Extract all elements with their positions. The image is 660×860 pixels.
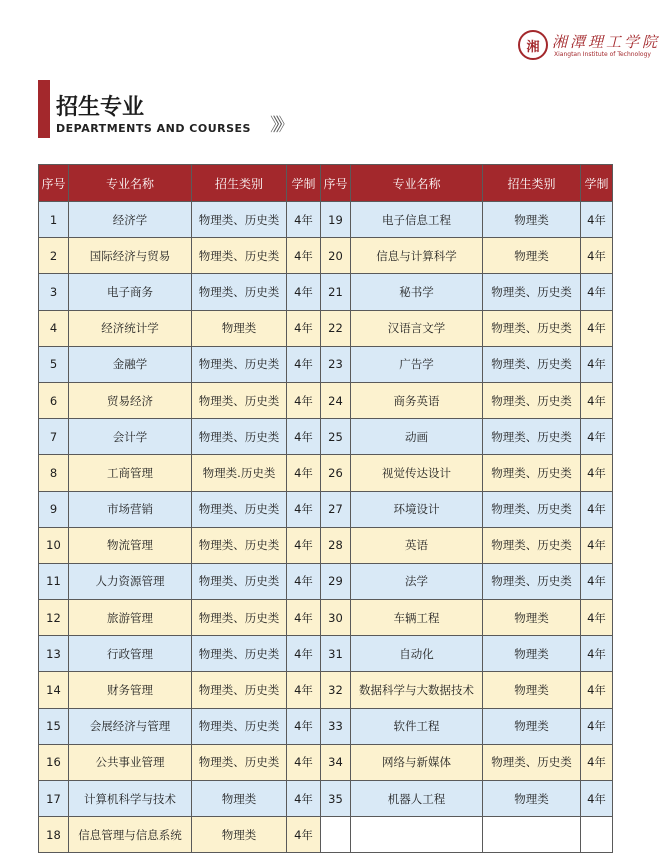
cell-duration: 4年 (287, 781, 321, 817)
header-category: 招生类别 (192, 165, 287, 202)
cell-duration: 4年 (581, 672, 613, 708)
cell-index: 17 (39, 781, 69, 817)
cell-category: 物理类、历史类 (192, 563, 287, 599)
cell-index: 21 (321, 274, 351, 310)
cell-major: 广告学 (351, 346, 483, 382)
cell-index: 16 (39, 744, 69, 780)
cell-major (351, 817, 483, 853)
cell-index: 12 (39, 600, 69, 636)
cell-major: 计算机科学与技术 (69, 781, 192, 817)
cell-index: 13 (39, 636, 69, 672)
table-row (39, 382, 613, 418)
cell-index: 26 (321, 455, 351, 491)
table-row (39, 744, 613, 780)
cell-major: 秘书学 (351, 274, 483, 310)
cell-index: 22 (321, 310, 351, 346)
cell-index: 15 (39, 708, 69, 744)
cell-duration: 4年 (581, 274, 613, 310)
cell-index: 35 (321, 781, 351, 817)
cell-category: 物理类、历史类 (483, 310, 581, 346)
cell-duration: 4年 (287, 708, 321, 744)
header-duration: 学制 (581, 165, 613, 202)
cell-major: 英语 (351, 527, 483, 563)
cell-category: 物理类、历史类 (192, 491, 287, 527)
cell-major: 汉语言文学 (351, 310, 483, 346)
cell-category: 物理类、历史类 (483, 274, 581, 310)
table-row (39, 274, 613, 310)
cell-index: 14 (39, 672, 69, 708)
table-row (39, 708, 613, 744)
cell-category: 物理类 (483, 202, 581, 238)
cell-category: 物理类、历史类 (483, 744, 581, 780)
header-index: 序号 (321, 165, 351, 202)
header-major: 专业名称 (69, 165, 192, 202)
logo-name-en: Xiangtan Institute of Technology (554, 51, 651, 58)
section-title: 招生专业 (56, 95, 145, 120)
cell-major: 行政管理 (69, 636, 192, 672)
cell-duration: 4年 (581, 202, 613, 238)
cell-category: 物理类 (483, 672, 581, 708)
table-row (39, 202, 613, 238)
cell-category: 物理类 (192, 310, 287, 346)
cell-category: 物理类、历史类 (192, 419, 287, 455)
cell-category: 物理类 (192, 781, 287, 817)
cell-category: 物理类、历史类 (192, 382, 287, 418)
cell-major: 车辆工程 (351, 600, 483, 636)
cell-major: 人力资源管理 (69, 563, 192, 599)
cell-major: 网络与新媒体 (351, 744, 483, 780)
cell-duration: 4年 (287, 346, 321, 382)
cell-category: 物理类、历史类 (192, 672, 287, 708)
cell-category: 物理类.历史类 (192, 455, 287, 491)
cell-major: 公共事业管理 (69, 744, 192, 780)
cell-index: 28 (321, 527, 351, 563)
cell-duration: 4年 (287, 274, 321, 310)
table-row (39, 672, 613, 708)
cell-major: 旅游管理 (69, 600, 192, 636)
logo-name-cn: 湘潭理工学院 (552, 33, 660, 51)
cell-duration: 4年 (287, 563, 321, 599)
cell-duration: 4年 (287, 419, 321, 455)
cell-major: 数据科学与大数据技术 (351, 672, 483, 708)
cell-major: 机器人工程 (351, 781, 483, 817)
cell-index: 25 (321, 419, 351, 455)
seal-icon: 湘 (518, 30, 548, 60)
cell-duration: 4年 (581, 419, 613, 455)
cell-index: 33 (321, 708, 351, 744)
cell-category: 物理类、历史类 (483, 419, 581, 455)
cell-major: 法学 (351, 563, 483, 599)
header-duration: 学制 (287, 165, 321, 202)
cell-category: 物理类、历史类 (192, 744, 287, 780)
cell-duration: 4年 (287, 600, 321, 636)
cell-category: 物理类 (483, 238, 581, 274)
cell-index: 18 (39, 817, 69, 853)
cell-category: 物理类、历史类 (192, 708, 287, 744)
cell-category: 物理类 (483, 600, 581, 636)
cell-index: 34 (321, 744, 351, 780)
cell-major: 国际经济与贸易 (69, 238, 192, 274)
arrows-icon: 》》》 (270, 115, 288, 136)
cell-category (483, 817, 581, 853)
table-row (39, 781, 613, 817)
cell-index: 31 (321, 636, 351, 672)
cell-index: 11 (39, 563, 69, 599)
cell-index: 3 (39, 274, 69, 310)
cell-duration: 4年 (287, 310, 321, 346)
cell-duration: 4年 (581, 600, 613, 636)
table-row (39, 491, 613, 527)
cell-major: 经济统计学 (69, 310, 192, 346)
cell-major: 工商管理 (69, 455, 192, 491)
cell-category: 物理类、历史类 (192, 274, 287, 310)
cell-index (321, 817, 351, 853)
cell-duration: 4年 (581, 455, 613, 491)
cell-major: 软件工程 (351, 708, 483, 744)
cell-category: 物理类、历史类 (192, 238, 287, 274)
cell-duration: 4年 (581, 491, 613, 527)
cell-duration: 4年 (581, 563, 613, 599)
cell-duration: 4年 (287, 238, 321, 274)
cell-duration: 4年 (581, 238, 613, 274)
table-row (39, 636, 613, 672)
cell-index: 30 (321, 600, 351, 636)
table-row (39, 419, 613, 455)
cell-major: 信息与计算科学 (351, 238, 483, 274)
cell-duration: 4年 (581, 382, 613, 418)
cell-major: 电子信息工程 (351, 202, 483, 238)
cell-major: 物流管理 (69, 527, 192, 563)
cell-index: 20 (321, 238, 351, 274)
cell-major: 商务英语 (351, 382, 483, 418)
cell-major: 视觉传达设计 (351, 455, 483, 491)
cell-index: 1 (39, 202, 69, 238)
cell-category: 物理类、历史类 (483, 455, 581, 491)
cell-index: 9 (39, 491, 69, 527)
cell-category: 物理类 (483, 708, 581, 744)
cell-index: 10 (39, 527, 69, 563)
cell-major: 环境设计 (351, 491, 483, 527)
cell-duration: 4年 (287, 491, 321, 527)
majors-table (38, 164, 613, 853)
cell-major: 自动化 (351, 636, 483, 672)
cell-index: 27 (321, 491, 351, 527)
cell-category: 物理类、历史类 (192, 346, 287, 382)
table-row (39, 527, 613, 563)
cell-duration: 4年 (287, 636, 321, 672)
cell-major: 经济学 (69, 202, 192, 238)
cell-major: 金融学 (69, 346, 192, 382)
table-row (39, 563, 613, 599)
cell-category: 物理类、历史类 (192, 527, 287, 563)
cell-major: 电子商务 (69, 274, 192, 310)
cell-duration: 4年 (581, 781, 613, 817)
cell-duration: 4年 (287, 455, 321, 491)
cell-major: 信息管理与信息系统 (69, 817, 192, 853)
cell-index: 2 (39, 238, 69, 274)
cell-category: 物理类、历史类 (192, 636, 287, 672)
cell-duration: 4年 (581, 346, 613, 382)
cell-category: 物理类、历史类 (192, 600, 287, 636)
cell-index: 32 (321, 672, 351, 708)
table-row (39, 346, 613, 382)
cell-category: 物理类、历史类 (483, 382, 581, 418)
cell-index: 8 (39, 455, 69, 491)
table-row (39, 600, 613, 636)
cell-index: 23 (321, 346, 351, 382)
header-category: 招生类别 (483, 165, 581, 202)
header-major: 专业名称 (351, 165, 483, 202)
cell-duration: 4年 (287, 672, 321, 708)
cell-category: 物理类、历史类 (192, 202, 287, 238)
cell-duration: 4年 (287, 817, 321, 853)
table-row (39, 238, 613, 274)
cell-index: 5 (39, 346, 69, 382)
cell-duration: 4年 (581, 744, 613, 780)
cell-duration: 4年 (581, 527, 613, 563)
table-header-row (39, 165, 613, 202)
cell-category: 物理类 (483, 781, 581, 817)
cell-duration: 4年 (581, 310, 613, 346)
table-row (39, 455, 613, 491)
cell-major: 市场营销 (69, 491, 192, 527)
table-row (39, 817, 613, 853)
cell-duration: 4年 (287, 382, 321, 418)
cell-duration: 4年 (581, 636, 613, 672)
cell-duration: 4年 (287, 527, 321, 563)
cell-major: 财务管理 (69, 672, 192, 708)
table-row (39, 310, 613, 346)
cell-index: 19 (321, 202, 351, 238)
cell-major: 会展经济与管理 (69, 708, 192, 744)
section-subtitle: DEPARTMENTS AND COURSES (56, 122, 251, 135)
cell-index: 7 (39, 419, 69, 455)
cell-major: 贸易经济 (69, 382, 192, 418)
header-index: 序号 (39, 165, 69, 202)
cell-duration: 4年 (581, 708, 613, 744)
title-accent-bar (38, 80, 50, 138)
cell-index: 6 (39, 382, 69, 418)
cell-major: 会计学 (69, 419, 192, 455)
cell-category: 物理类、历史类 (483, 527, 581, 563)
cell-category: 物理类、历史类 (483, 563, 581, 599)
school-logo (518, 30, 660, 62)
cell-category: 物理类 (192, 817, 287, 853)
cell-index: 4 (39, 310, 69, 346)
cell-category: 物理类、历史类 (483, 346, 581, 382)
cell-duration: 4年 (287, 744, 321, 780)
cell-category: 物理类 (483, 636, 581, 672)
cell-duration: 4年 (287, 202, 321, 238)
cell-category: 物理类、历史类 (483, 491, 581, 527)
cell-index: 29 (321, 563, 351, 599)
cell-index: 24 (321, 382, 351, 418)
cell-major: 动画 (351, 419, 483, 455)
cell-duration (581, 817, 613, 853)
